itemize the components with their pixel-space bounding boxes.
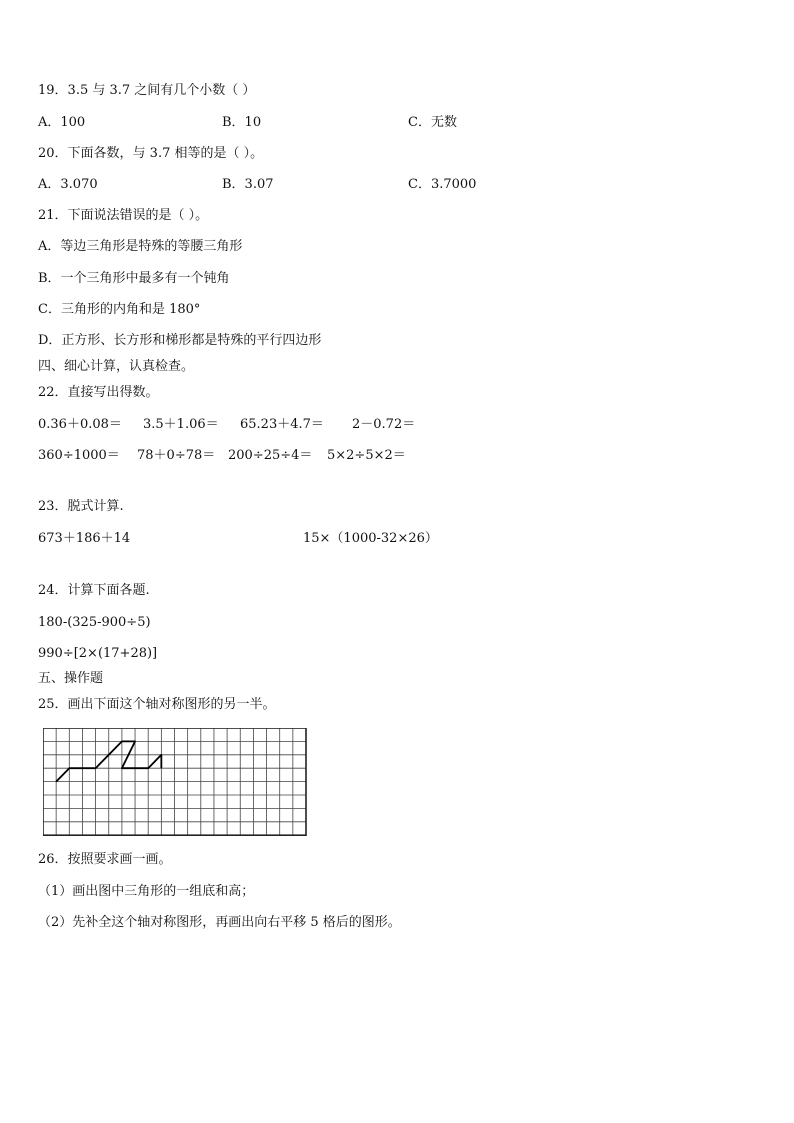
q24-expr-1: 180-(325-900÷5) [38, 615, 151, 630]
q22-expr-8: 5×2÷5×2＝ [327, 448, 406, 463]
section-4-heading: 四、细心计算，认真检查。 [38, 359, 195, 374]
q26-sub-1: （1）画出图中三角形的一组底和高； [38, 884, 255, 899]
question-22-text: 22．直接写出得数。 [38, 385, 159, 400]
question-26-text: 26．按照要求画一画。 [38, 852, 172, 867]
q21-option-d: D．正方形、长方形和梯形都是特殊的平行四边形 [38, 333, 322, 348]
q20-option-a: A．3.070 [38, 177, 98, 192]
q20-option-b: B．3.07 [222, 177, 274, 192]
grid-lines [43, 728, 306, 835]
q26-sub-2: （2）先补全这个轴对称图形，再画出向右平移 5 格后的图形。 [38, 915, 401, 930]
question-20-text: 20．下面各数，与 3.7 相等的是（ ）。 [38, 146, 264, 161]
q21-option-c: C．三角形的内角和是 180° [38, 302, 201, 317]
q21-option-a: A．等边三角形是特殊的等腰三角形 [38, 239, 243, 254]
q22-expr-7: 200÷25÷4＝ [228, 448, 313, 463]
q23-expr-1: 673＋186＋14 [38, 531, 131, 546]
question-23-text: 23．脱式计算. [38, 499, 124, 514]
q22-expr-5: 360÷1000＝ [38, 448, 120, 463]
q22-expr-3: 65.23＋4.7＝ [240, 417, 324, 432]
question-24-text: 24．计算下面各题. [38, 583, 150, 598]
q19-option-c: C．无数 [408, 115, 457, 130]
symmetry-grid-figure [43, 728, 307, 836]
question-19-text: 19．3.5 与 3.7 之间有几个小数（ ） [38, 83, 256, 98]
q22-expr-2: 3.5＋1.06＝ [143, 417, 219, 432]
q22-expr-6: 78＋0÷78＝ [137, 448, 216, 463]
section-5-heading: 五、操作题 [38, 671, 104, 686]
question-25-text: 25．画出下面这个轴对称图形的另一半。 [38, 697, 276, 712]
q22-expr-4: 2－0.72＝ [352, 417, 416, 432]
q24-expr-2: 990÷[2×(17+28)] [38, 646, 158, 661]
q22-expr-1: 0.36＋0.08＝ [38, 417, 122, 432]
question-21-text: 21．下面说法错误的是（ ）。 [38, 208, 209, 223]
q19-option-a: A．100 [38, 115, 86, 130]
q19-option-b: B．10 [222, 115, 262, 130]
q21-option-b: B．一个三角形中最多有一个钝角 [38, 271, 230, 286]
q23-expr-2: 15×（1000-32×26） [303, 531, 438, 546]
q20-option-c: C．3.7000 [408, 177, 477, 192]
